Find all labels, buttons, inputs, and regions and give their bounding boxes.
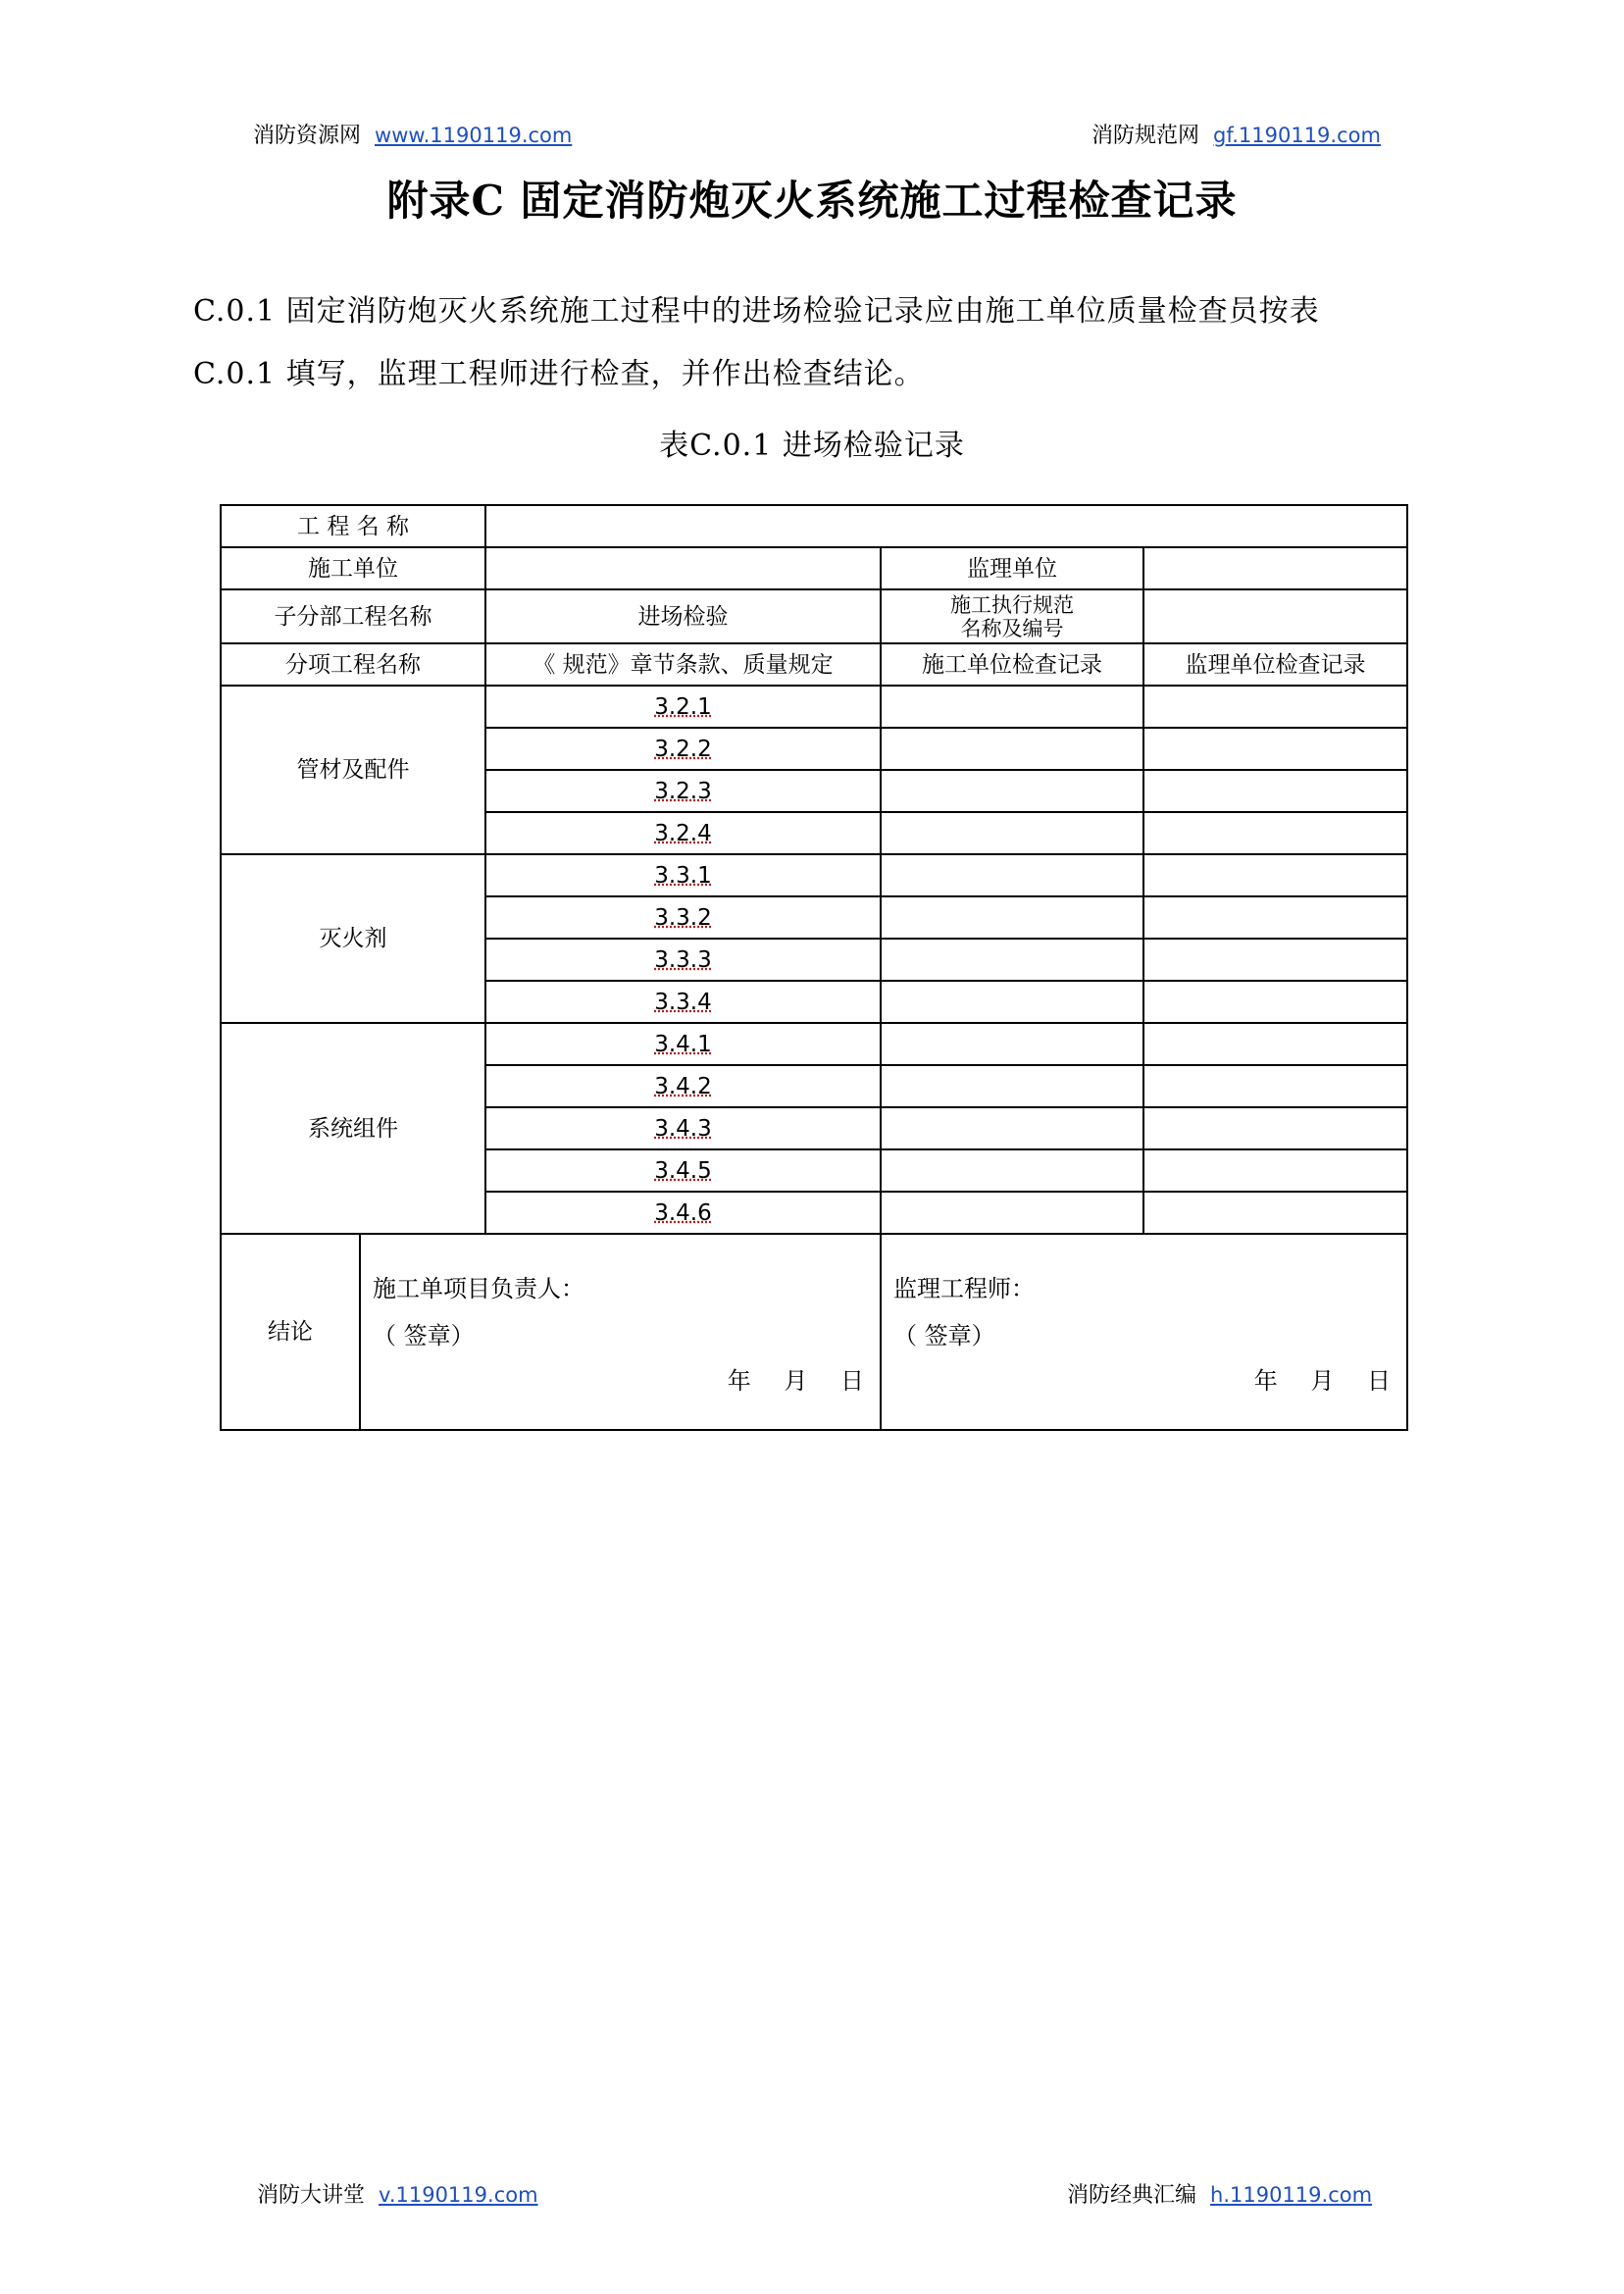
clause-number: 3.4.6 (654, 1199, 712, 1226)
construction-sign-cell[interactable] (360, 1234, 881, 1430)
project-name-cell[interactable] (485, 505, 1407, 547)
construction-check-cell[interactable] (881, 1107, 1143, 1149)
supervision-check-cell[interactable] (1143, 728, 1407, 770)
paragraph-line-1: C.0.1 固定消防炮灭火系统施工过程中的进场检验记录应由施工单位质量检查员按表 (193, 294, 1320, 329)
standard-label (881, 589, 1143, 643)
standard-cell[interactable] (1143, 589, 1407, 643)
standard-label-line-2: 名称及编号 (960, 616, 1064, 640)
sub-project-label: 子分部工程名称 (221, 589, 485, 643)
footer-right-site: 消防经典汇编 (1067, 2183, 1197, 2208)
footer-left-link[interactable]: v.1190119.com (379, 2183, 538, 2207)
page-title: 附录C 固定消防炮灭火系统施工过程检查记录 (386, 177, 1238, 225)
paragraph-line-2: C.0.1 填写，监理工程师进行检查，并作出检查结论。 (193, 357, 925, 391)
header-right (1091, 123, 1381, 149)
group-name: 系统组件 (221, 1023, 485, 1234)
header-right-site: 消防规范网 (1091, 124, 1200, 148)
construction-check-cell[interactable] (881, 981, 1143, 1023)
clause-number: 3.2.3 (654, 778, 712, 804)
construction-unit-label: 施工单位 (221, 547, 485, 589)
supervision-check-cell[interactable] (1143, 770, 1407, 812)
standard-label-line-1: 施工执行规范 (950, 592, 1074, 617)
col-header-construction-check: 施工单位检查记录 (881, 643, 1143, 686)
construction-check-cell[interactable] (881, 1023, 1143, 1065)
supervision-stamp: （ 签章） (893, 1322, 995, 1350)
clause-cell (485, 686, 881, 728)
col-header-supervision-check: 监理单位检查记录 (1143, 643, 1407, 686)
clause-number: 3.3.3 (654, 946, 712, 973)
clause-cell (485, 728, 881, 770)
clause-cell (485, 1065, 881, 1107)
construction-date: 年 月 日 (727, 1367, 864, 1395)
footer-left-site: 消防大讲堂 (257, 2183, 366, 2208)
clause-number: 3.4.3 (654, 1115, 712, 1142)
clause-number: 3.4.1 (654, 1031, 712, 1057)
construction-check-cell[interactable] (881, 686, 1143, 728)
sub-project-value: 进场检验 (485, 589, 881, 643)
header-right-link[interactable]: gf.1190119.com (1213, 124, 1381, 147)
supervision-unit-cell[interactable] (1143, 547, 1407, 589)
supervision-check-cell[interactable] (1143, 812, 1407, 854)
supervision-check-cell[interactable] (1143, 1107, 1407, 1149)
clause-cell (485, 1023, 881, 1065)
col-header-clause: 《 规范》章节条款、质量规定 (485, 643, 881, 686)
construction-check-cell[interactable] (881, 939, 1143, 981)
supervision-sign-label: 监理工程师： (893, 1275, 1035, 1302)
footer-right (1067, 2182, 1372, 2209)
project-name-label: 工 程 名 称 (221, 505, 485, 547)
supervision-check-cell[interactable] (1143, 1149, 1407, 1192)
construction-unit-cell[interactable] (485, 547, 881, 589)
clause-cell (485, 939, 881, 981)
clause-cell (485, 981, 881, 1023)
clause-number: 3.2.4 (654, 820, 712, 846)
construction-check-cell[interactable] (881, 770, 1143, 812)
supervision-check-cell[interactable] (1143, 981, 1407, 1023)
construction-check-cell[interactable] (881, 1192, 1143, 1234)
supervision-date: 年 月 日 (1253, 1367, 1392, 1395)
group-name: 灭火剂 (221, 854, 485, 1023)
clause-cell (485, 1149, 881, 1192)
clause-number: 3.2.1 (654, 693, 712, 720)
supervision-check-cell[interactable] (1143, 1023, 1407, 1065)
clause-number: 3.3.2 (654, 904, 712, 931)
supervision-check-cell[interactable] (1143, 1192, 1407, 1234)
clause-number: 3.2.2 (654, 736, 712, 762)
footer-left (257, 2182, 538, 2209)
construction-stamp: （ 签章） (373, 1322, 475, 1350)
clause-cell (485, 812, 881, 854)
header-left-link[interactable]: www.1190119.com (375, 124, 573, 147)
construction-check-cell[interactable] (881, 728, 1143, 770)
construction-check-cell[interactable] (881, 1149, 1143, 1192)
construction-sign-label (373, 1277, 584, 1300)
table-caption: 表C.0.1 进场检验记录 (659, 429, 965, 463)
clause-number: 3.4.2 (654, 1073, 712, 1099)
conclusion-label: 结论 (221, 1234, 360, 1430)
clause-cell (485, 1192, 881, 1234)
supervision-check-cell[interactable] (1143, 896, 1407, 939)
supervision-check-cell[interactable] (1143, 939, 1407, 981)
supervision-unit-label: 监理单位 (881, 547, 1143, 589)
header-left (253, 123, 572, 149)
clause-number: 3.4.5 (654, 1157, 712, 1184)
clause-cell (485, 854, 881, 896)
supervision-sign-cell[interactable] (881, 1234, 1407, 1430)
supervision-check-cell[interactable] (1143, 686, 1407, 728)
inspection-record-table (220, 504, 1408, 1431)
group-name: 管材及配件 (221, 686, 485, 854)
clause-number: 3.3.1 (654, 862, 712, 889)
construction-check-cell[interactable] (881, 896, 1143, 939)
clause-cell (485, 770, 881, 812)
clause-cell (485, 1107, 881, 1149)
supervision-check-cell[interactable] (1143, 1065, 1407, 1107)
construction-sign-label-text: 施工单项目负责人： (373, 1275, 584, 1302)
clause-number: 3.3.4 (654, 989, 712, 1015)
construction-check-cell[interactable] (881, 854, 1143, 896)
header-left-site: 消防资源网 (253, 124, 362, 148)
clause-cell (485, 896, 881, 939)
supervision-check-cell[interactable] (1143, 854, 1407, 896)
construction-check-cell[interactable] (881, 1065, 1143, 1107)
construction-check-cell[interactable] (881, 812, 1143, 854)
footer-right-link[interactable]: h.1190119.com (1210, 2183, 1373, 2207)
col-header-item: 分项工程名称 (221, 643, 485, 686)
